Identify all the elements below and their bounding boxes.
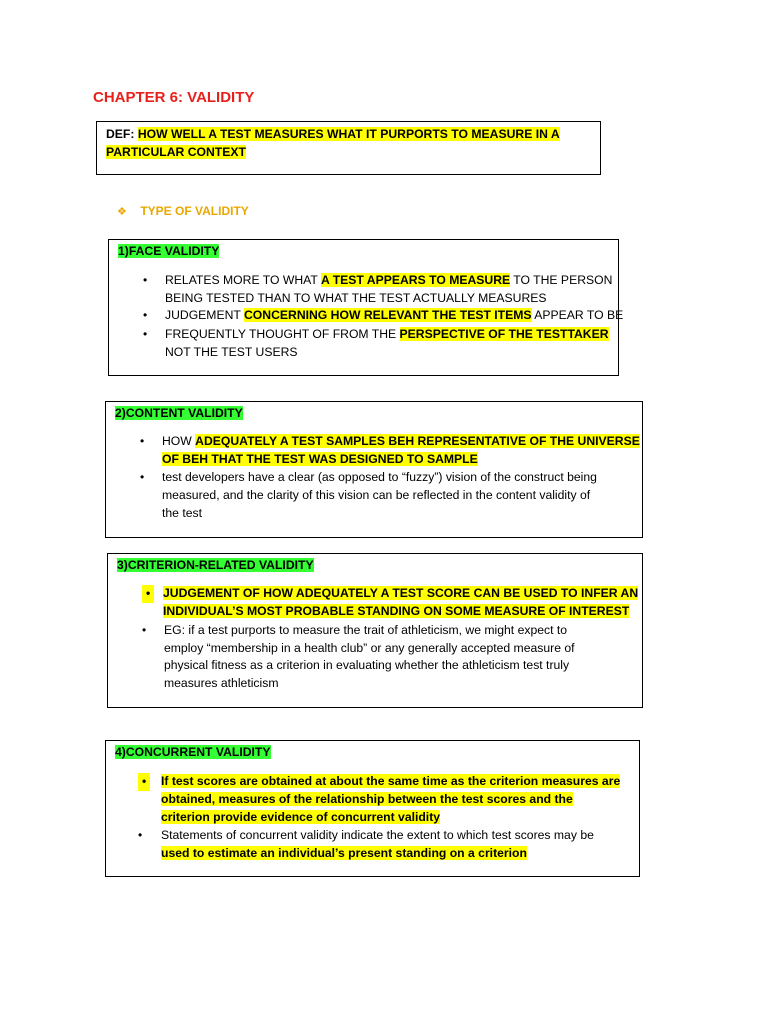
section-criterion-validity (107, 553, 643, 708)
bullet-line: If test scores are obtained at about the same time as the criterion measures are (161, 774, 621, 788)
bullet-line: Statements of concurrent validity indicate the extent to which test scores may be (161, 828, 594, 842)
bullet-line: JUDGEMENT OF HOW ADEQUATELY A TEST SCORE CAN BE USED TO INFER AN (163, 586, 639, 600)
definition-text-2: PARTICULAR CONTEXT (106, 145, 246, 159)
bullet-icon: • (138, 828, 143, 842)
bullet-icon: • (138, 773, 150, 791)
bullet-line-cont: INDIVIDUAL’S MOST PROBABLE STANDING ON SOME MEASURE OF INTEREST (163, 603, 630, 618)
bullet-line: FREQUENTLY THOUGHT OF FROM THE PERSPECTIVE OF THE TESTTAKER (165, 327, 609, 341)
bullet-line: test developers have a clear (as opposed to “fuzzy”) vision of the construct being (162, 470, 597, 484)
section-heading: 3)CRITERION-RELATED VALIDITY (117, 558, 314, 572)
bullet-line-cont: the test (162, 505, 202, 520)
section-content-validity (105, 401, 643, 538)
definition-box (96, 121, 601, 175)
bullet-icon: • (142, 623, 147, 637)
definition-text-1: HOW WELL A TEST MEASURES WHAT IT PURPORTS TO MEASURE IN A (137, 127, 560, 141)
section-heading: 2)CONTENT VALIDITY (115, 406, 243, 420)
bullet-line-cont: OF BEH THAT THE TEST WAS DESIGNED TO SAMPLE (162, 452, 478, 466)
bullet-icon: • (143, 273, 148, 287)
bullet-icon: • (140, 434, 145, 448)
bullet-line-cont: NOT THE TEST USERS (165, 344, 298, 359)
definition-prefix: DEF: (106, 127, 138, 141)
bullet-line: EG: if a test purports to measure the trait of athleticism, we might expect to (164, 623, 568, 637)
section-concurrent-validity (105, 740, 640, 877)
page-title: CHAPTER 6: VALIDITY (93, 89, 255, 106)
section-heading: 1)FACE VALIDITY (118, 244, 220, 258)
bullet-line-cont: measures athleticism (164, 675, 279, 690)
bullet-icon: • (142, 585, 154, 603)
diamond-bullet-icon: ❖ (117, 206, 127, 218)
bullet-line-cont: used to estimate an individual’s present standing on a criterion (161, 846, 527, 860)
bullet-line: RELATES MORE TO WHAT A TEST APPEARS TO MEASURE TO THE PERSON (165, 273, 613, 287)
type-heading-text: TYPE OF VALIDITY (140, 204, 249, 218)
bullet-line-cont: employ “membership in a health club” or any generally accepted measure of (164, 640, 575, 655)
section-heading: 4)CONCURRENT VALIDITY (115, 745, 271, 759)
section-face-validity (108, 239, 624, 376)
bullet-line-cont: measured, and the clarity of this vision can be reflected in the content validity of (162, 488, 591, 502)
bullet-line-cont: criterion provide evidence of concurrent validity (161, 810, 441, 824)
bullet-icon: • (143, 308, 148, 322)
bullet-icon: • (143, 327, 148, 341)
type-heading (117, 202, 249, 220)
bullet-line-cont: BEING TESTED THAN TO WHAT THE TEST ACTUALLY MEASURES (165, 290, 547, 305)
bullet-line: HOW ADEQUATELY A TEST SAMPLES BEH REPRESENTATIVE OF THE UNIVERSE (162, 434, 640, 448)
bullet-line: JUDGEMENT CONCERNING HOW RELEVANT THE TEST ITEMS APPEAR TO BE (165, 308, 624, 322)
definition-line-1 (106, 126, 560, 144)
bullet-icon: • (140, 470, 145, 484)
bullet-line-cont: physical fitness as a criterion in evaluating whether the athleticism test truly (164, 658, 570, 672)
definition-line-2 (106, 144, 246, 162)
bullet-line-cont: obtained, measures of the relationship between the test scores and the (161, 792, 573, 806)
